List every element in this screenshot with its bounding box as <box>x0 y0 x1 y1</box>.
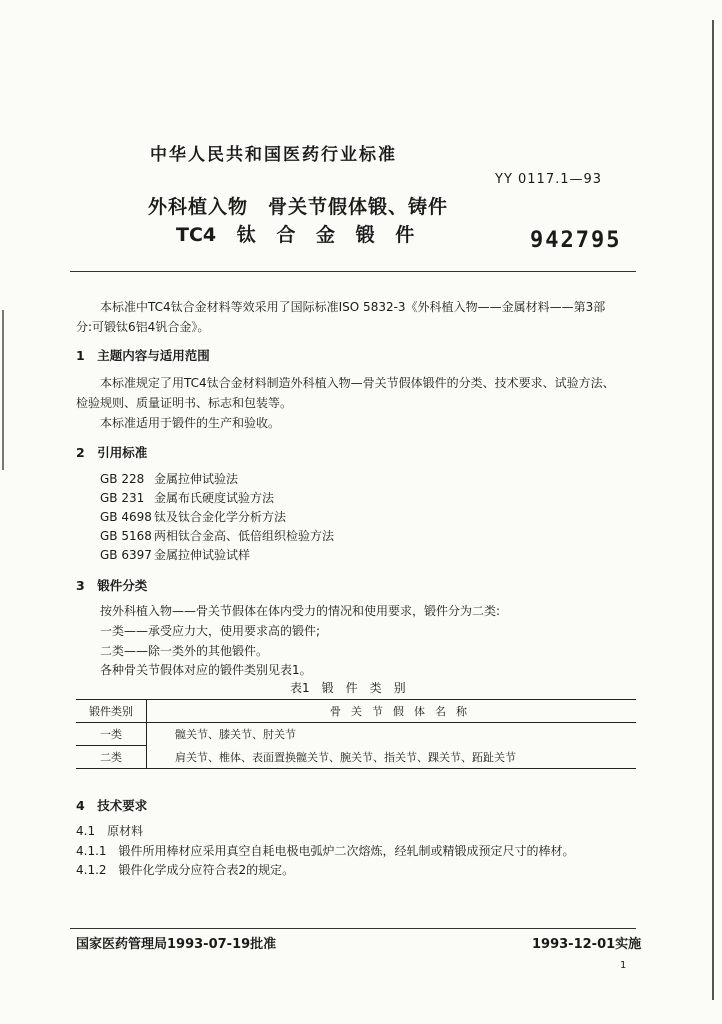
approval-statement: 国家医药管理局1993-07-19批准 <box>76 937 277 952</box>
reference-title: 金属拉伸试验试样 <box>154 548 251 562</box>
forging-grade-table <box>76 699 636 769</box>
standard-code: YY 0117.1—93 <box>495 172 603 187</box>
reference-code: GB 6397 <box>100 548 152 562</box>
reference-code: GB 4698 <box>100 510 152 524</box>
section3-line1: 按外科植入物——骨关节假体在体内受力的情况和使用要求，锻件分为二类: <box>100 604 501 618</box>
reference-title: 两相钛合金高、低倍组织检验方法 <box>154 529 335 543</box>
prosthesis-cell: 肩关节、椎体、表面置换髋关节、腕关节、指关节、踝关节、跖趾关节 <box>147 746 637 769</box>
column-header-grade: 锻件类别 <box>76 700 147 723</box>
document-title-line1: 外科植入物 骨关节假体锻、铸件 <box>148 196 449 218</box>
stamp-number: 942795 <box>530 228 622 253</box>
column-header-prosthesis: 骨关节假体名称 <box>147 700 637 723</box>
table-row <box>76 746 636 769</box>
effective-date: 1993-12-01实施 <box>532 937 642 952</box>
intro-line2: 分:可锻钛6铝4钒合金》。 <box>76 320 210 334</box>
section2-heading: 2 引用标准 <box>76 445 148 460</box>
table-header-row <box>76 700 636 723</box>
document-title-line2: TC4 钛 合 金 锻 件 <box>176 224 415 246</box>
section3-line3: 二类——除一类外的其他锻件。 <box>100 644 269 658</box>
section3-line2: 一类——承受应力大，使用要求高的锻件; <box>100 624 321 638</box>
section1-line3: 本标准适用于锻件的生产和验收。 <box>100 416 281 430</box>
section4-heading: 4 技术要求 <box>76 798 148 813</box>
footer-divider <box>70 928 636 929</box>
section1-line2: 检验规则、质量证明书、标志和包装等。 <box>76 396 293 410</box>
reference-title: 金属布氏硬度试验方法 <box>154 491 275 505</box>
prosthesis-cell: 髋关节、膝关节、肘关节 <box>175 728 296 742</box>
intro-line1: 本标准中TC4钛合金材料等效采用了国际标准ISO 5832-3《外科植入物——金属材料——第3部 <box>100 300 606 314</box>
section1-line1: 本标准规定了用TC4钛合金材料制造外科植入物—骨关节假体锻件的分类、技术要求、试验方法、 <box>100 376 615 390</box>
header-divider <box>70 271 636 272</box>
section4-1-2: 4.1.2 锻件化学成分应符合表2的规定。 <box>76 863 295 877</box>
reference-title: 金属拉伸试验法 <box>154 472 239 486</box>
table1-caption: 表1 锻 件 类 别 <box>290 681 406 695</box>
grade-cell: 一类 <box>76 723 147 746</box>
reference-code: GB 228 <box>100 472 145 486</box>
section4-1-1: 4.1.1 锻件所用棒材应采用真空自耗电极电弧炉二次熔炼，经轧制或精锻成预定尺寸的棒材。 <box>76 844 575 858</box>
section4-1-heading: 4.1 原材料 <box>76 824 144 838</box>
section3-heading: 3 锻件分类 <box>76 578 148 593</box>
reference-code: GB 231 <box>100 491 145 505</box>
section3-line4: 各种骨关节假体对应的锻件类别见表1。 <box>100 663 312 677</box>
table-row <box>76 723 636 746</box>
section1-heading: 1 主题内容与适用范围 <box>76 348 210 363</box>
reference-item <box>100 544 250 566</box>
reference-title: 钛及钛合金化学分析方法 <box>154 510 287 524</box>
reference-code: GB 5168 <box>100 529 152 543</box>
grade-cell: 二类 <box>76 746 147 769</box>
scan-edge-right <box>712 20 714 1000</box>
scan-edge-left <box>2 310 4 470</box>
issuing-organization: 中华人民共和国医药行业标准 <box>150 145 397 165</box>
page-number: 1 <box>620 960 627 971</box>
